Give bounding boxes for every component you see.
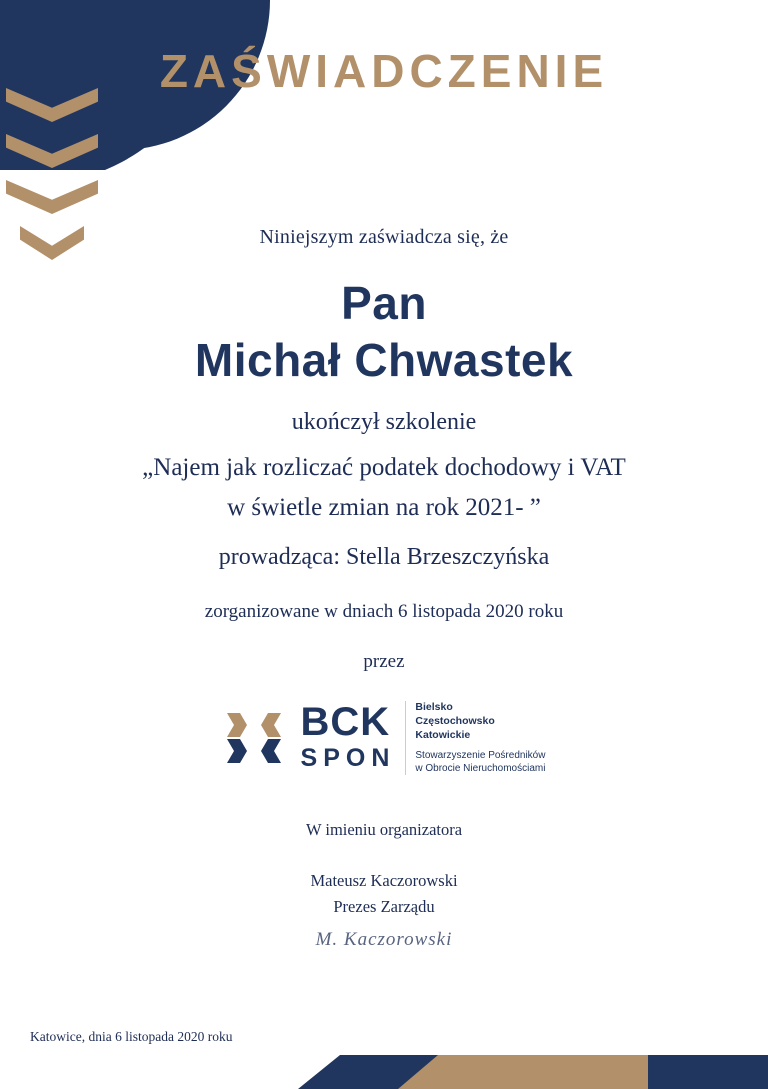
header-decoration bbox=[0, 0, 768, 170]
recipient-honorific: Pan bbox=[341, 277, 427, 329]
logo-brand: BCK bbox=[300, 699, 391, 744]
logo-org-line-3: Katowickie bbox=[415, 728, 471, 741]
logo-org-description bbox=[405, 701, 545, 775]
instructor-line: prowadząca: Stella Brzeszczyńska bbox=[218, 544, 550, 571]
course-title bbox=[64, 448, 704, 528]
organizer-logo bbox=[0, 701, 768, 775]
signatory-name: Mateusz Kaczorowski bbox=[310, 871, 458, 891]
organizer-label: przez bbox=[363, 651, 405, 673]
bck-star-mark-icon bbox=[223, 707, 285, 769]
course-title-line-2: w świetle zmian na rok 2021- ” bbox=[227, 494, 541, 522]
logo-org-full-line-1: Stowarzyszenie Pośredników bbox=[415, 749, 546, 761]
signatory-role: Prezes Zarządu bbox=[333, 896, 435, 916]
intro-line: Niniejszym zaświadcza się, że bbox=[259, 226, 509, 248]
on-behalf-line: W imieniu organizatora bbox=[305, 819, 463, 839]
signature-block bbox=[0, 817, 768, 955]
logo-org-line-2: Częstochowsko bbox=[415, 714, 495, 727]
certificate-title: ZAŚWIADCZENIE bbox=[159, 45, 609, 97]
chevron-down-icon bbox=[6, 88, 98, 122]
course-title-line-1: „Najem jak rozliczać podatek dochodowy i VAT bbox=[142, 454, 626, 482]
completion-line: ukończył szkolenie bbox=[291, 409, 477, 436]
recipient-block bbox=[0, 275, 768, 389]
chevron-down-icon bbox=[6, 134, 98, 168]
logo-wordmark bbox=[301, 701, 546, 775]
logo-org-line-1: Bielsko bbox=[415, 701, 453, 714]
footer-gold-shape bbox=[398, 1055, 648, 1089]
logo-brand-sub: SPON bbox=[300, 743, 396, 772]
event-dates: zorganizowane w dniach 6 listopada 2020 roku bbox=[204, 601, 564, 623]
logo-org-full-line-2: w Obrocie Nieruchomościami bbox=[415, 762, 546, 774]
recipient-name: Michał Chwastek bbox=[194, 334, 574, 387]
handwritten-signature: M. Kaczorowski bbox=[315, 929, 453, 951]
chevron-down-icon bbox=[6, 180, 98, 214]
certificate-body bbox=[0, 226, 768, 955]
footer-place-date: Katowice, dnia 6 listopada 2020 roku bbox=[30, 1029, 233, 1044]
footer-decoration bbox=[0, 1055, 768, 1089]
